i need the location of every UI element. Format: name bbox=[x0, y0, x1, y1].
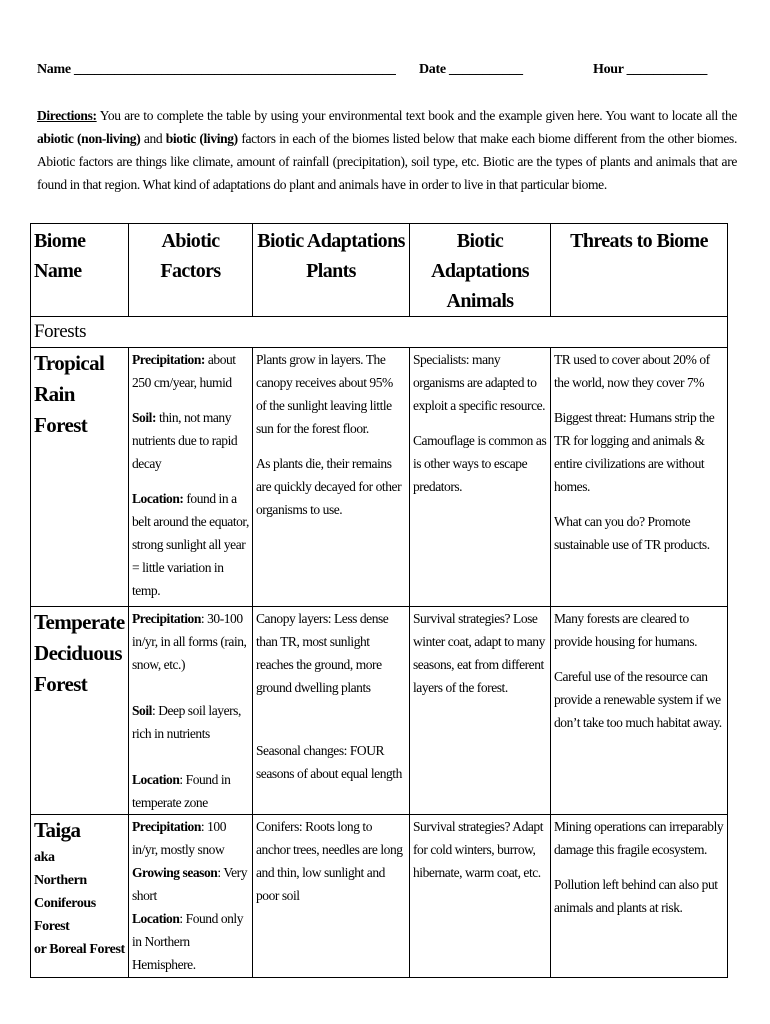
section-row-forests bbox=[31, 317, 728, 348]
plants-cell[interactable]: Canopy layers: Less dense than TR, most sunlight reaches the ground, more ground dwelling plants Seasonal changes: FOUR seasons of about equal length bbox=[253, 607, 410, 815]
plants-cell[interactable]: Plants grow in layers. The canopy receives about 95% of the sunlight leaving little sun for the forest floor. As plants die, their remains are quickly decayed for other organisms to use. bbox=[253, 348, 410, 607]
directions-abiotic: abiotic (non-living) bbox=[37, 131, 141, 146]
directions-text-2: factors in each of the biomes listed below that make each biome different from the other biomes. Abiotic factors are things like climate, amount of rainfall (precipitation), soil type, etc. Biotic are the types of plants and animals that are found in that region. What kind of adaptations do plant and animals have in order to live in that particular biome. bbox=[37, 131, 737, 192]
header-biotic-animals: Biotic Adaptations Animals bbox=[410, 224, 551, 317]
threats-cell[interactable]: TR used to cover about 20% of the world, now they cover 7% Biggest threat: Humans strip the TR for logging and animals & entire civilizations are without homes. What can you do? Promote sustainable use of TR products. bbox=[551, 348, 728, 607]
hour-field[interactable]: Hour ____________ bbox=[593, 62, 708, 77]
header-abiotic: Abiotic Factors bbox=[129, 224, 253, 317]
animals-cell[interactable]: Survival strategies? Lose winter coat, adapt to many seasons, eat from different layers of the forest. bbox=[410, 607, 551, 815]
biome-table bbox=[30, 223, 728, 978]
header-biotic-plants: Biotic Adaptations Plants bbox=[253, 224, 410, 317]
name-field[interactable]: Name ________________________________________________ bbox=[37, 62, 396, 77]
date-field[interactable]: Date ___________ bbox=[419, 62, 523, 77]
animals-cell[interactable]: Specialists: many organisms are adapted to exploit a specific resource. Camouflage is common as is other ways to escape predators. bbox=[410, 348, 551, 607]
abiotic-cell[interactable]: Precipitation: 30-100 in/yr, in all forms (rain, snow, etc.) Soil: Deep soil layers, rich in nutrients Location: Found in temperate zone bbox=[129, 607, 253, 815]
directions-lead: Directions: bbox=[37, 108, 97, 123]
biome-name-cell: Taiga aka Northern Coniferous Forest or Boreal Forest bbox=[31, 815, 129, 978]
table-row bbox=[31, 607, 728, 815]
header-biome-name: Biome Name bbox=[31, 224, 129, 317]
table-row bbox=[31, 348, 728, 607]
directions-and: and bbox=[140, 131, 166, 146]
header-line bbox=[37, 62, 737, 84]
section-label: Forests bbox=[31, 317, 728, 348]
directions-paragraph bbox=[37, 104, 737, 196]
header-threats: Threats to Biome bbox=[551, 224, 728, 317]
directions-biotic: biotic (living) bbox=[165, 131, 238, 146]
table-row bbox=[31, 815, 728, 978]
biome-name-cell: Temperate Deciduous Forest bbox=[31, 607, 129, 815]
abiotic-cell[interactable]: Precipitation: about 250 cm/year, humid Soil: thin, not many nutrients due to rapid decay Location: found in a belt around the equator, strong sunlight all year = little variation in temp. bbox=[129, 348, 253, 607]
table-header-row bbox=[31, 224, 728, 317]
abiotic-cell[interactable]: Precipitation: 100 in/yr, mostly snow Growing season: Very short Location: Found only in Northern Hemisphere. bbox=[129, 815, 253, 978]
threats-cell[interactable]: Many forests are cleared to provide housing for humans. Careful use of the resource can provide a renewable system if we don’t take too much habitat away. bbox=[551, 607, 728, 815]
biome-name-cell: Tropical Rain Forest bbox=[31, 348, 129, 607]
plants-cell[interactable]: Conifers: Roots long to anchor trees, needles are long and thin, low sunlight and poor soil bbox=[253, 815, 410, 978]
animals-cell[interactable]: Survival strategies? Adapt for cold winters, burrow, hibernate, warm coat, etc. bbox=[410, 815, 551, 978]
threats-cell[interactable]: Mining operations can irreparably damage this fragile ecosystem. Pollution left behind can also put animals and plants at risk. bbox=[551, 815, 728, 978]
directions-text-1: You are to complete the table by using your environmental text book and the example given here. You want to locate all the bbox=[96, 108, 737, 123]
